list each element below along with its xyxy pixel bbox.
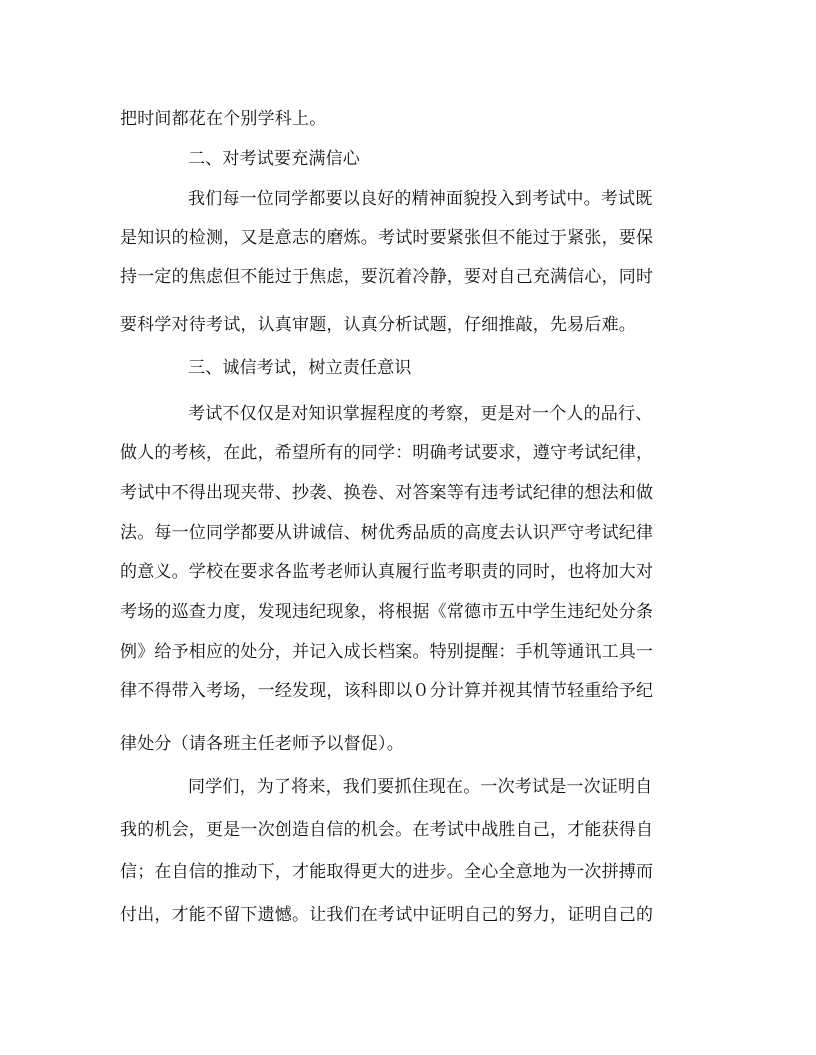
- text-line: 律处分（请各班主任老师予以督促）。: [120, 734, 404, 754]
- text-line: 同学们，为了将来，我们要抓住现在。一次考试是一次证明自: [188, 777, 653, 797]
- text-line: 考试不仅仅是对知识掌握程度的考察，更是对一个人的品行、: [188, 404, 653, 424]
- text-line: 做人的考核，在此，希望所有的同学：明确考试要求，遵守考试纪律，: [120, 443, 654, 463]
- text-line: 持一定的焦虑但不能过于焦虑，要沉着冷静，要对自己充满信心，同时: [120, 267, 654, 287]
- text-line: 把时间都花在个别学科上。: [120, 109, 327, 129]
- text-line: 要科学对待考试，认真审题，认真分析试题，仔细推敲，先易后难。: [120, 315, 636, 335]
- text-line: 律不得带入考场，一经发现，该科即以０分计算并视其情节轻重给予纪: [120, 681, 654, 701]
- text-line: 我们每一位同学都要以良好的精神面貌投入到考试中。考试既: [188, 189, 653, 209]
- text-line: 法。每一位同学都要从讲诚信、树优秀品质的高度去认识严守考试纪律: [120, 523, 654, 543]
- text-line: 的意义。学校在要求各监考老师认真履行监考职责的同时，也将加大对: [120, 562, 654, 582]
- text-line: 考场的巡查力度，发现违纪现象，将根据《常德市五中学生违纪处分条: [120, 602, 654, 622]
- section-heading: 二、对考试要充满信心: [188, 149, 360, 169]
- section-heading: 三、诚信考试，树立责任意识: [188, 358, 412, 378]
- text-line: 考试中不得出现夹带、抄袭、换卷、对答案等有违考试纪律的想法和做: [120, 483, 654, 503]
- text-line: 例》给予相应的处分，并记入成长档案。特别提醒：手机等通讯工具一: [120, 642, 654, 662]
- text-line: 是知识的检测，又是意志的磨炼。考试时要紧张但不能过于紧张，要保: [120, 228, 654, 248]
- text-line: 信；在自信的推动下，才能取得更大的进步。全心全意地为一次拼搏而: [120, 862, 654, 882]
- text-line: 我的机会，更是一次创造自信的机会。在考试中战胜自己，才能获得自: [120, 820, 654, 840]
- text-line: 付出，才能不留下遗憾。让我们在考试中证明自己的努力，证明自己的: [120, 905, 654, 925]
